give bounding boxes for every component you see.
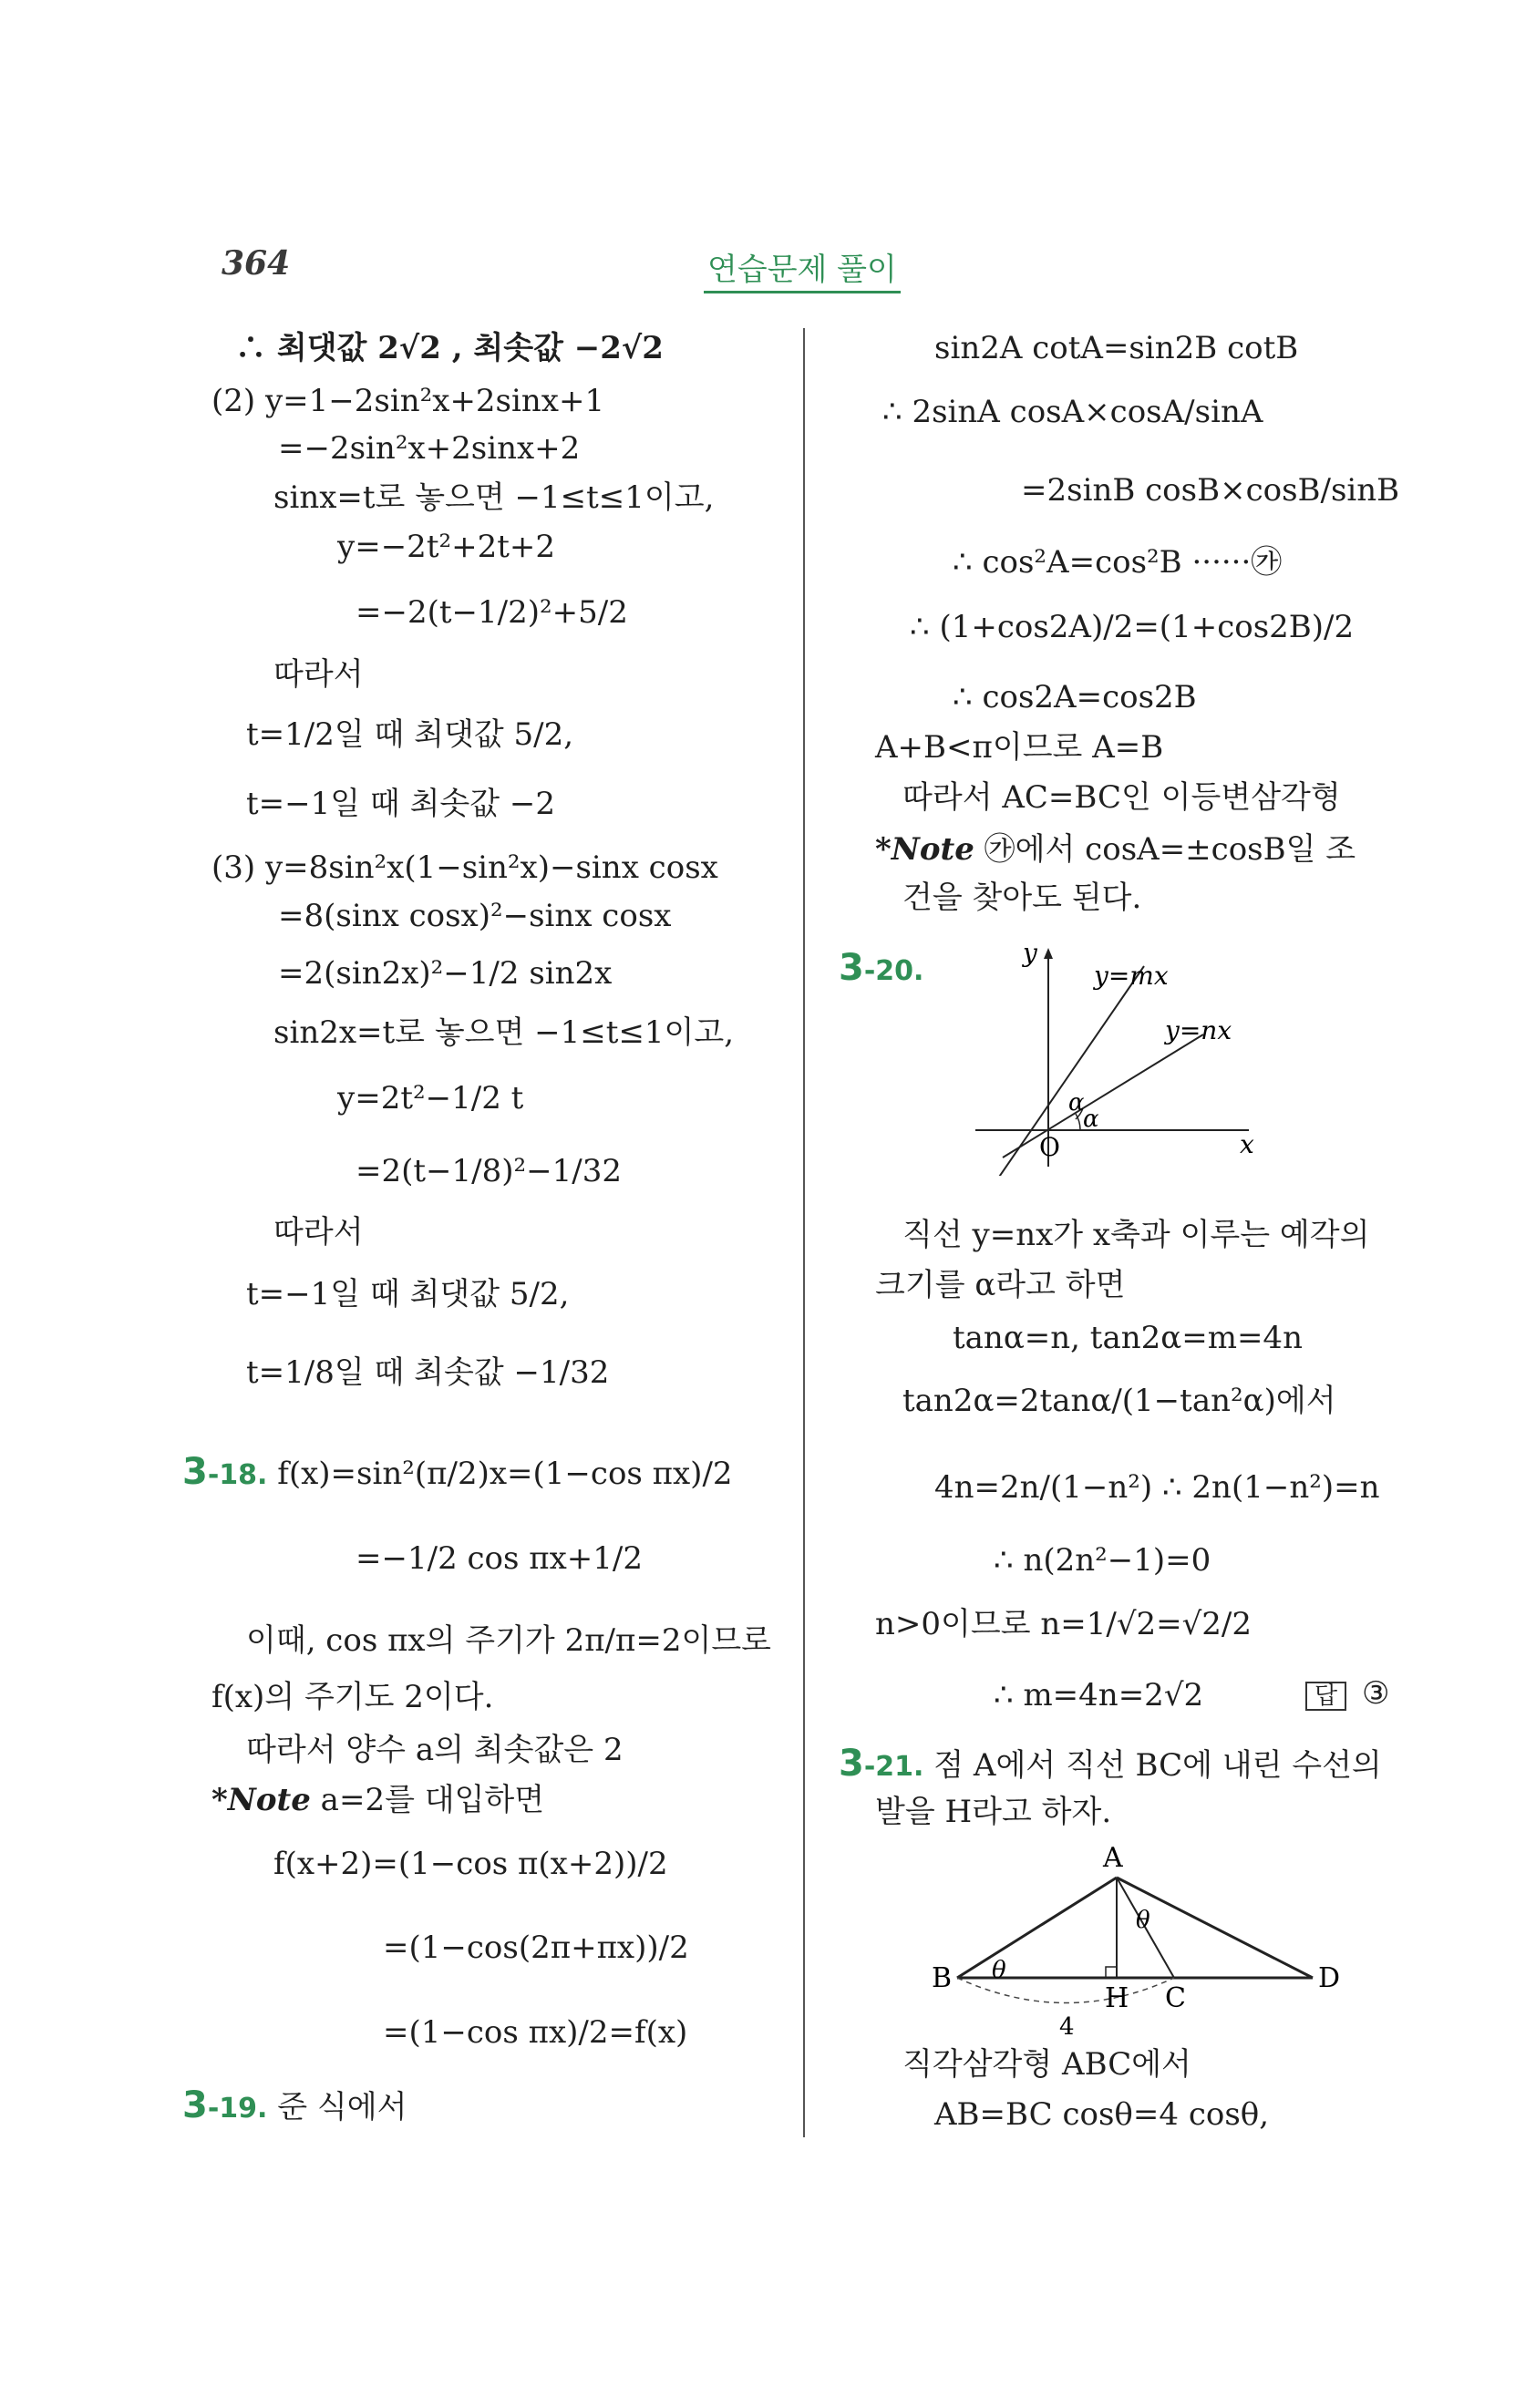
text-line	[182, 1451, 733, 1494]
line-ab	[957, 1878, 1117, 1978]
line-text: =8(sinx cosx)²−sinx cosx	[278, 898, 672, 934]
text-line	[994, 1542, 1211, 1579]
text-line	[246, 1276, 569, 1312]
line-text: (2) y=1−2sin²x+2sinx+1	[211, 383, 605, 419]
text-line	[246, 1622, 771, 1659]
problem-number-suffix: -20.	[863, 955, 924, 987]
line-text: tan2α=2tanα/(1−tan²α)에서	[902, 1383, 1336, 1419]
line-text: a=2를 대입하면	[310, 1782, 545, 1818]
text-line	[383, 1929, 689, 1966]
line-mx	[994, 966, 1144, 1176]
text-line	[875, 1606, 1252, 1642]
text-line	[182, 2084, 407, 2127]
line-text: 준 식에서	[267, 2089, 407, 2125]
origin-label: O	[1039, 1132, 1060, 1162]
text-line	[211, 1782, 544, 1818]
text-line	[278, 430, 580, 467]
line-text: (3) y=8sin²x(1−sin²x)−sinx cosx	[211, 849, 718, 886]
line-text: y=2t²−1/2 t	[337, 1080, 524, 1117]
line-text: tanα=n, tan2α=m=4n	[953, 1320, 1303, 1356]
text-line	[882, 394, 1263, 430]
line-text: =(1−cos πx)/2=f(x)	[383, 2014, 688, 2051]
line-text: ∴ 최댓값 2√2 , 최솟값 −2√2	[235, 330, 664, 366]
line-text: 직각삼각형 ABC에서	[902, 2046, 1191, 2083]
answer-line	[1305, 1675, 1389, 1712]
text-line	[953, 544, 1282, 581]
section-title: 연습문제 풀이	[704, 244, 901, 293]
line-text: =2sinB cosB×cosB/sinB	[1021, 472, 1400, 509]
line-nx	[1003, 1034, 1203, 1158]
label-c: C	[1165, 1982, 1186, 2014]
line-nx-label: y=nx	[1165, 1015, 1232, 1045]
line-text: 건을 찾아도 된다.	[902, 880, 1142, 916]
line-text: t=1/8일 때 최솟값 −1/32	[246, 1354, 610, 1391]
line-text: f(x)=sin²(π/2)x=(1−cos πx)/2	[267, 1456, 733, 1492]
text-line	[910, 609, 1354, 645]
text-line	[934, 1469, 1380, 1506]
line-text: AB=BC cosθ=4 cosθ,	[934, 2096, 1270, 2133]
answer-value: ③	[1361, 1675, 1390, 1712]
note-label: *Note	[875, 831, 974, 868]
text-line	[273, 1014, 734, 1051]
text-line	[246, 1732, 624, 1768]
text-line	[1021, 472, 1399, 509]
line-mx-label: y=mx	[1094, 961, 1169, 991]
line-text: sin2x=t로 놓으면 −1≤t≤1이고,	[273, 1014, 735, 1051]
line-text: n>0이므로 n=1/√2=√2/2	[875, 1606, 1252, 1642]
text-line	[273, 1214, 364, 1250]
line-text: ∴ n(2n²−1)=0	[994, 1542, 1211, 1579]
problem-number: 3	[182, 1451, 208, 1493]
text-line	[994, 1677, 1203, 1713]
text-line	[278, 898, 671, 934]
line-text: ∴ 2sinA cosA×cosA/sinA	[882, 394, 1263, 430]
text-line	[356, 1540, 643, 1577]
theta-b: θ	[992, 1957, 1006, 1984]
text-line	[902, 1217, 1369, 1253]
text-line	[246, 786, 555, 822]
text-line	[273, 479, 714, 516]
x-axis-label: x	[1240, 1129, 1254, 1159]
text-line	[839, 947, 924, 990]
line-text: 점 A에서 직선 BC에 내린 수선의	[923, 1747, 1382, 1784]
line-text: t=−1일 때 최댓값 5/2,	[246, 1276, 570, 1312]
text-line	[278, 955, 612, 992]
text-line	[875, 1267, 1125, 1303]
line-text: ∴ (1+cos2A)/2=(1+cos2B)/2	[910, 609, 1355, 645]
text-line	[273, 656, 364, 693]
text-line	[875, 729, 1163, 766]
line-text: f(x+2)=(1−cos π(x+2))/2	[273, 1846, 668, 1882]
line-text: 따라서	[273, 1214, 364, 1250]
text-line	[246, 1354, 609, 1391]
text-line	[383, 2014, 687, 2051]
angle-alpha-2: α	[1083, 1106, 1099, 1133]
line-text: t=1/2일 때 최댓값 5/2,	[246, 716, 574, 753]
text-line	[235, 330, 664, 366]
page-number: 364	[222, 244, 291, 283]
label-d: D	[1318, 1962, 1341, 1994]
line-text: =2(sin2x)²−1/2 sin2x	[278, 955, 613, 992]
note-label: *Note	[211, 1782, 311, 1818]
text-line	[934, 2096, 1269, 2133]
text-line	[273, 1846, 668, 1882]
line-text: =−2sin²x+2sinx+2	[278, 430, 581, 467]
text-line	[902, 2046, 1191, 2083]
line-text: ∴ m=4n=2√2	[994, 1677, 1204, 1713]
text-line	[934, 330, 1298, 366]
answer-label: 답	[1305, 1682, 1346, 1711]
problem-number-suffix: -19.	[207, 2093, 268, 2125]
figure-3-20	[966, 948, 1267, 1176]
text-line	[875, 831, 1356, 868]
text-line	[356, 594, 628, 631]
line-text: 이때, cos πx의 주기가 2π/π=2이므로	[246, 1622, 772, 1659]
line-text: sinx=t로 놓으면 −1≤t≤1이고,	[273, 479, 715, 516]
line-text: =−1/2 cos πx+1/2	[356, 1540, 643, 1577]
line-text: 따라서 AC=BC인 이등변삼각형	[902, 779, 1341, 816]
text-line	[211, 1679, 493, 1715]
line-text: 크기를 α라고 하면	[875, 1267, 1126, 1303]
text-line	[902, 1383, 1336, 1419]
line-text: ㉮에서 cosA=±cosB일 조	[974, 831, 1356, 868]
text-line	[953, 1320, 1303, 1356]
text-line	[337, 529, 555, 565]
line-text: f(x)의 주기도 2이다.	[211, 1679, 494, 1715]
problem-number: 3	[182, 2084, 208, 2126]
line-text: =2(t−1/8)²−1/32	[356, 1153, 622, 1189]
problem-number: 3	[839, 947, 864, 989]
text-line	[246, 716, 573, 753]
line-text: sin2A cotA=sin2B cotB	[934, 330, 1299, 366]
text-line	[337, 1080, 523, 1117]
problem-number: 3	[839, 1743, 864, 1785]
text-line	[902, 779, 1341, 816]
line-text: ∴ cos2A=cos2B	[953, 679, 1197, 715]
line-text: 따라서 양수 a의 최솟값은 2	[246, 1732, 624, 1768]
theta-a: θ	[1136, 1907, 1150, 1934]
line-text: ∴ cos²A=cos²B ······㉮	[953, 544, 1283, 581]
line-text: A+B<π이므로 A=B	[875, 729, 1164, 766]
problem-number-suffix: -18.	[207, 1459, 268, 1491]
label-h: H	[1105, 1982, 1129, 2014]
line-text: =−2(t−1/2)²+5/2	[356, 594, 628, 631]
figure-3-21	[930, 1841, 1349, 2042]
text-line	[902, 880, 1141, 916]
line-text: t=−1일 때 최솟값 −2	[246, 786, 556, 822]
line-text: y=−2t²+2t+2	[337, 529, 556, 565]
text-line	[211, 383, 604, 419]
length-label: 4	[1059, 2013, 1075, 2041]
text-line	[356, 1153, 622, 1189]
line-text: 4n=2n/(1−n²) ∴ 2n(1−n²)=n	[934, 1469, 1380, 1506]
text-line	[953, 679, 1197, 715]
y-axis-label: y	[1023, 948, 1037, 968]
line-text: 따라서	[273, 656, 364, 693]
text-line	[211, 849, 718, 886]
label-b: B	[932, 1962, 953, 1994]
y-axis-arrow	[1044, 948, 1053, 959]
line-text: 직선 y=nx가 x축과 이루는 예각의	[902, 1217, 1370, 1253]
angle-alpha-1: α	[1068, 1089, 1085, 1117]
column-divider	[803, 328, 805, 2137]
line-text: 발을 H라고 하자.	[875, 1794, 1112, 1830]
text-line	[875, 1794, 1111, 1830]
problem-number-suffix: -21.	[863, 1751, 924, 1783]
text-line	[839, 1745, 1382, 1785]
line-text: =(1−cos(2π+πx))/2	[383, 1929, 689, 1966]
label-a: A	[1103, 1842, 1123, 1874]
